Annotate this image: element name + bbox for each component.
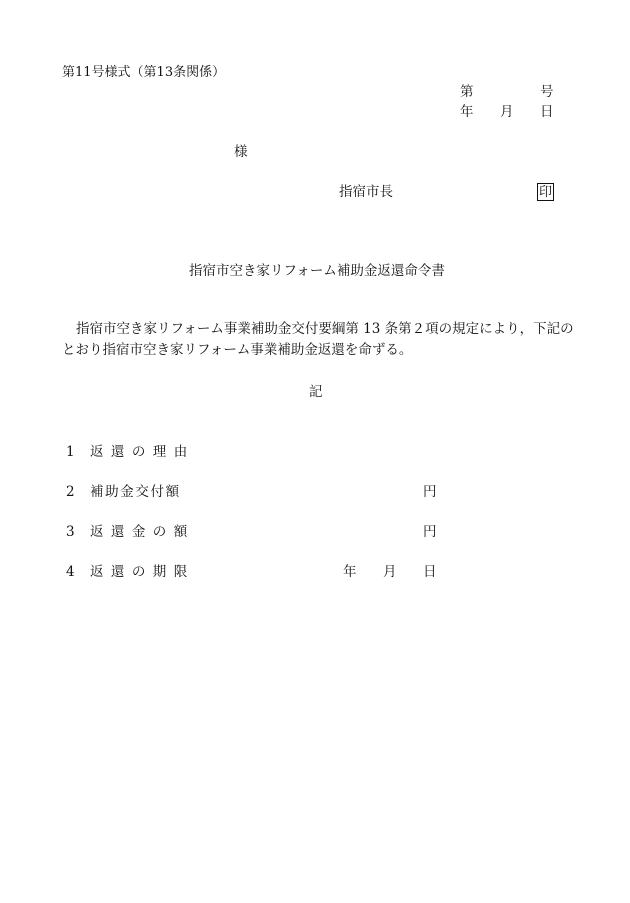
document-title: 指宿市空き家リフォーム補助金返還命令書 xyxy=(189,263,445,279)
seal-text: 印 xyxy=(539,185,553,200)
document-number-suffix: 号 xyxy=(540,84,554,100)
item-4-month: 月 xyxy=(383,564,397,580)
date-year: 年 xyxy=(460,104,474,120)
seal-mark xyxy=(537,183,554,201)
item-4-label: 返還の期限 xyxy=(90,564,195,580)
item-4-day: 日 xyxy=(423,564,437,580)
item-2-label: 補助金交付額 xyxy=(90,484,181,500)
date-day: 日 xyxy=(540,104,554,120)
ki-heading: 記 xyxy=(309,384,323,400)
item-4-year: 年 xyxy=(343,564,357,580)
item-2-unit: 円 xyxy=(423,484,437,500)
item-1-label: 返還の理由 xyxy=(90,444,195,460)
item-3-number: 3 xyxy=(66,524,75,540)
addressee-suffix: 様 xyxy=(234,144,248,160)
issuer-name: 指宿市長 xyxy=(339,184,393,200)
item-2-number: 2 xyxy=(66,484,75,500)
body-paragraph xyxy=(62,319,582,361)
body-line-1: 指宿市空き家リフォーム事業補助金交付要綱第 13 条第２項の規定により，下記の xyxy=(76,321,574,337)
body-line-2: とおり指宿市空き家リフォーム事業補助金返還を命ずる。 xyxy=(62,342,413,358)
form-label: 第11号様式（第13条関係） xyxy=(62,65,226,80)
date-month: 月 xyxy=(500,104,514,120)
document-number-prefix: 第 xyxy=(460,84,474,100)
item-3-label: 返還金の額 xyxy=(90,524,195,540)
item-3-unit: 円 xyxy=(423,524,437,540)
item-4-number: 4 xyxy=(66,564,75,580)
item-1-number: 1 xyxy=(66,444,75,460)
